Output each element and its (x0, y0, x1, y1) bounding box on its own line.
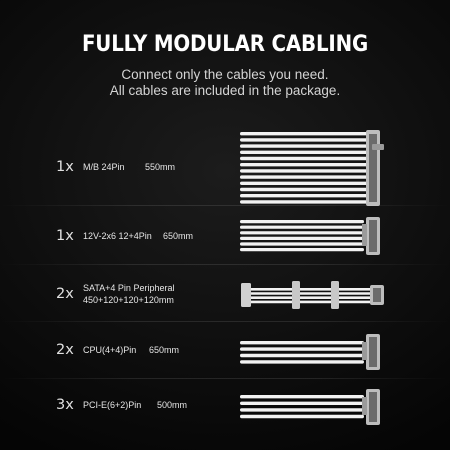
cable-name: SATA+4 Pin Peripheral (83, 283, 175, 293)
cable-quantity: 2x (56, 342, 74, 358)
cable-name: CPU(4+4)Pin (83, 345, 137, 355)
cable-quantity: 3x (56, 397, 74, 413)
cable-name: M/B 24Pin (83, 162, 125, 172)
cable-row-mb-24pin (0, 122, 450, 182)
cable-quantity: 1x (56, 228, 74, 244)
cable-row-12v-2x6 (0, 206, 450, 266)
atx-24pin-cable-icon (236, 124, 396, 204)
12v-2x6-cable-icon (236, 216, 396, 256)
cable-row-sata (0, 265, 450, 325)
pcie-8pin-cable-icon (236, 387, 396, 427)
cable-row-cpu (0, 322, 450, 382)
cpu-8pin-cable-icon (236, 332, 396, 372)
cable-length: 500mm (157, 400, 188, 410)
page-title: FULLY MODULAR CABLING (81, 32, 369, 57)
cable-length: 550mm (145, 162, 176, 172)
cable-row-pcie (0, 379, 450, 439)
cable-length: 650mm (149, 345, 180, 355)
cable-length: 450+120+120+120mm (83, 295, 174, 305)
sata-cable-icon (236, 277, 396, 313)
cable-name: PCI-E(6+2)Pin (83, 400, 142, 410)
cable-quantity: 1x (56, 159, 74, 175)
cable-name: 12V-2x6 12+4Pin (83, 231, 152, 241)
cable-length: 650mm (163, 231, 194, 241)
subtitle-line-1: Connect only the cables you need. (121, 67, 329, 82)
cable-quantity: 2x (56, 286, 74, 302)
subtitle-line-2: All cables are included in the package. (109, 83, 341, 98)
